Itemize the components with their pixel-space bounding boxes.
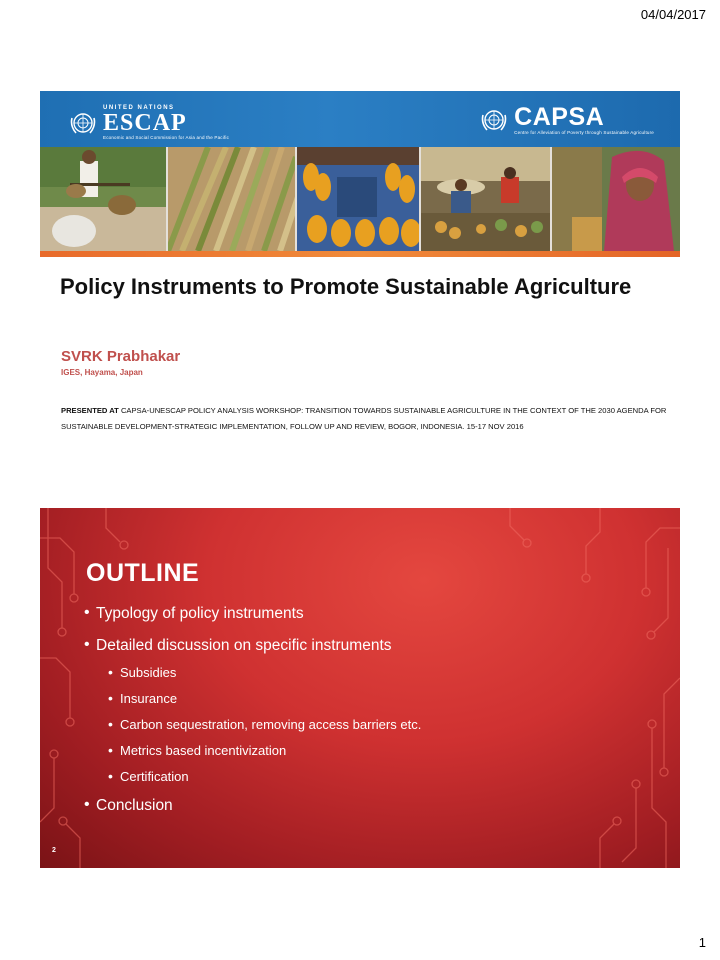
author-name: SVRK Prabhakar xyxy=(61,348,181,365)
outline-title: OUTLINE xyxy=(86,559,200,587)
list-item: • Metrics based incentivization xyxy=(84,742,644,760)
header-banner xyxy=(40,91,680,251)
sugarcane-photo xyxy=(166,147,294,251)
escap-logo xyxy=(68,105,229,141)
presentation-title: Policy Instruments to Promote Sustainable Agriculture xyxy=(60,274,632,299)
list-item: • Conclusion xyxy=(84,796,644,816)
capsa-logo xyxy=(479,105,654,136)
list-item: • Typology of policy instruments xyxy=(84,604,644,624)
list-item: • Insurance xyxy=(84,690,644,708)
list-item: • Subsidies xyxy=(84,664,644,682)
page-number: 1 xyxy=(698,935,706,950)
escap-tagline: Economic and Social Commission for Asia and the Pacific xyxy=(103,135,230,140)
outline-list xyxy=(84,604,644,816)
title-slide xyxy=(40,91,680,451)
escap-org-line: UNITED NATIONS xyxy=(103,105,175,111)
photo-strip xyxy=(40,147,680,251)
woman-photo xyxy=(550,147,680,251)
market-photo xyxy=(419,147,549,251)
un-emblem-icon xyxy=(68,108,98,138)
presented-text: CAPSA-UNESCAP POLICY ANALYSIS WORKSHOP: TRANSITION TOWARDS SUSTAINABLE AGRICULTURE IN THE CONTEXT OF THE 2030 AGENDA FOR SUSTAINABLE DEVELOPMENT-STRATEGIC IMPLEMENTATION, FOLLOW UP AND REVIEW, BOGOR, INDONESIA. 15-17 NOV 2016 xyxy=(61,406,667,431)
presented-at xyxy=(61,403,671,435)
slide-number: 2 xyxy=(52,847,56,854)
outline-slide xyxy=(40,508,680,868)
un-emblem-icon xyxy=(479,105,509,135)
list-item: • Carbon sequestration, removing access barriers etc. xyxy=(84,716,644,734)
list-item: • Certification xyxy=(84,768,644,786)
farmer-photo xyxy=(40,147,166,251)
author-affiliation: IGES, Hayama, Japan xyxy=(61,368,143,377)
page-date: 04/04/2017 xyxy=(640,7,706,22)
presented-label: PRESENTED AT xyxy=(61,406,119,415)
accent-bar xyxy=(40,251,680,257)
escap-name: ESCAP xyxy=(103,110,187,136)
list-item: • Detailed discussion on specific instruments xyxy=(84,636,644,656)
capsa-tagline: Centre for Alleviation of Poverty through Sustainable Agriculture xyxy=(514,130,654,135)
logo-bar xyxy=(40,91,680,147)
capsa-name: CAPSA xyxy=(514,103,605,131)
corn-drying-photo xyxy=(295,147,419,251)
